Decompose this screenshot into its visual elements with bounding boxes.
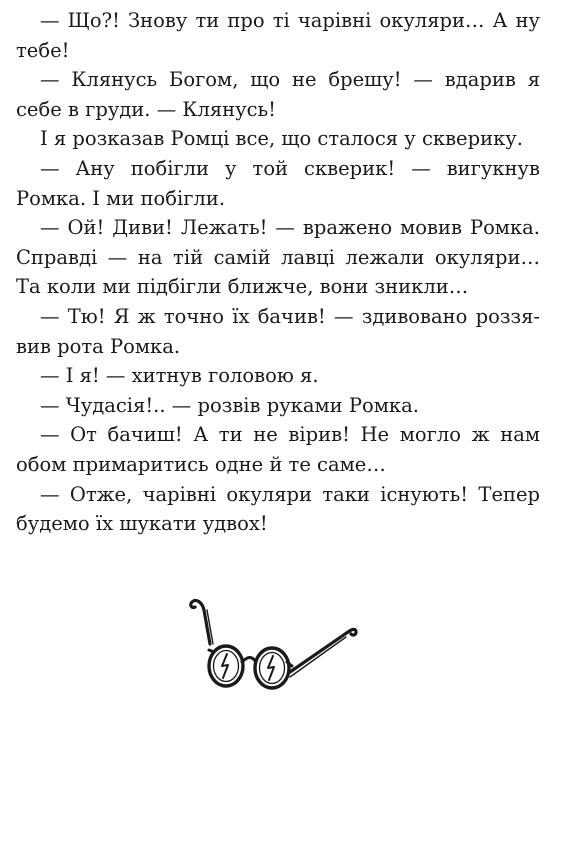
paragraph: — Ану побігли у той скверик! — вигукнув Ромка. І ми побігли.: [16, 156, 540, 210]
paragraph: — І я! — хитнув головою я.: [40, 364, 319, 388]
paragraph: — Чудасія!.. — розвів руками Ромка.: [40, 393, 419, 417]
eyeglasses-icon: [186, 592, 362, 696]
paragraph: — Тю! Я ж точно їх бачив! — здивовано роззявив рота Ромка.: [16, 304, 540, 358]
story-text: [16, 6, 540, 539]
paragraph: — Ой! Диви! Лежать! — вражено мовив Ромка. Справді — на тій самій лавці лежали окуляри… Та коли ми підбігли ближче, вони зникли…: [16, 216, 540, 299]
paragraph: — Що?! Знову ти про ті чарівні окуляри… А ну тебе!: [16, 9, 540, 62]
paragraph: І я розказав Ромці все, що сталося у скверику.: [40, 127, 523, 151]
paragraph: — От бачиш! А ти не вірив! Не могло ж нам обом примаритись одне й те саме…: [16, 423, 540, 476]
paragraph: — Отже, чарівні окуляри таки існують! Тепер будемо їх шукати удвох!: [16, 482, 540, 536]
paragraph: — Клянусь Богом, що не брешу! — вдарив я себе в груди. — Клянусь!: [16, 68, 540, 121]
